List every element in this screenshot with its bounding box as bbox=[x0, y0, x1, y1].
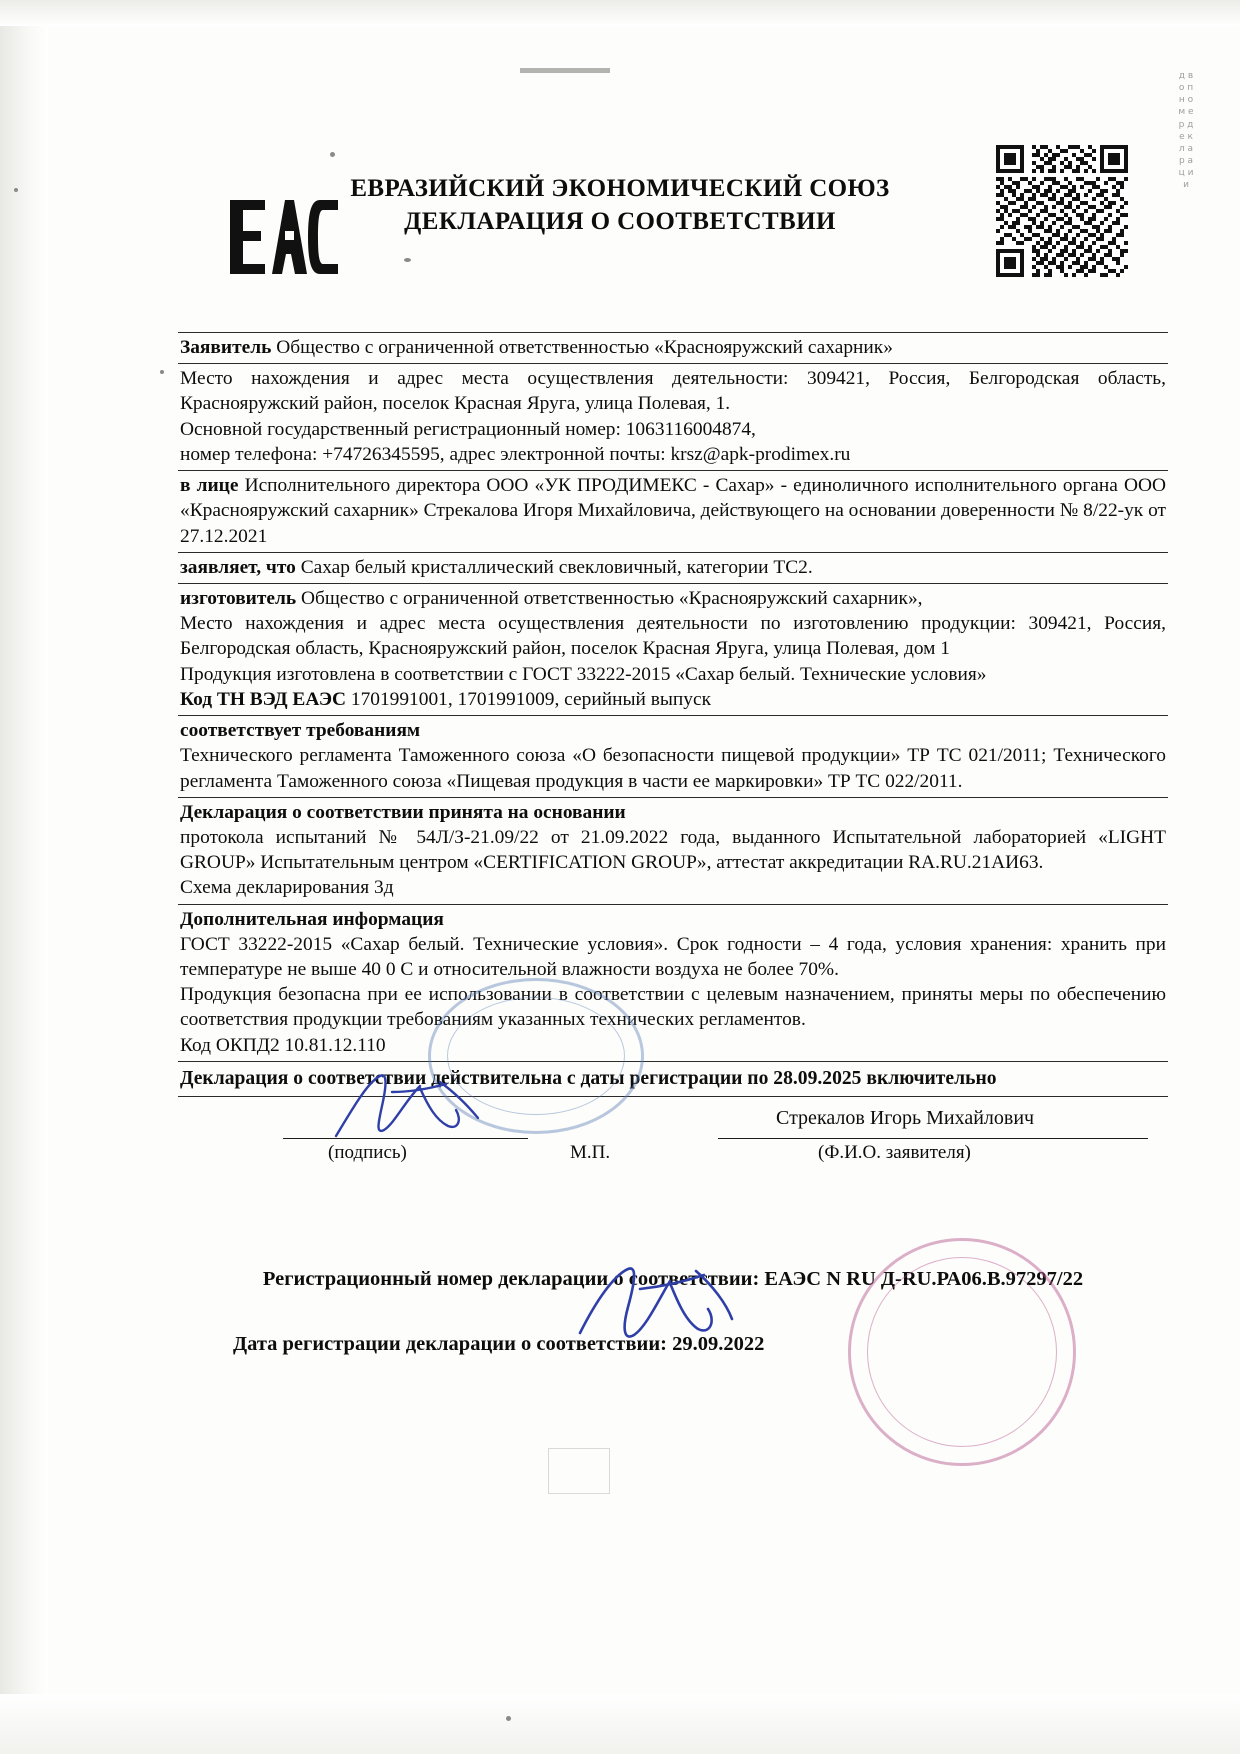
manufacturer-address: Место нахождения и адрес места осуществления деятельности по изготовлению продукции: 309421, Россия, Белгородская область, Краснояружский район, поселок Красная Яруга, улица Полевая, дом 1 bbox=[180, 613, 1166, 660]
title-line-1: ЕВРАЗИЙСКИЙ ЭКОНОМИЧЕСКИЙ СОЮЗ bbox=[350, 175, 890, 202]
declarant-name: Стрекалов Игорь Михайлович bbox=[776, 1107, 1035, 1129]
okpd2-value: Код ОКПД2 10.81.12.110 bbox=[180, 1034, 386, 1056]
qr-code bbox=[996, 145, 1128, 277]
signature-area bbox=[178, 1060, 1168, 1190]
stamp-inner-ring bbox=[867, 1257, 1057, 1447]
scan-edge-left bbox=[0, 0, 48, 1754]
basis-label: Декларация о соответствии принята на основании bbox=[180, 801, 626, 823]
row-additional-info bbox=[178, 905, 1168, 1062]
applicant-address: Место нахождения и адрес места осуществления деятельности: 309421, Россия, Белгородская область, Краснояружский район, поселок Красная Яруга, улица Полевая, 1. bbox=[180, 368, 1166, 415]
round-stamp-pink bbox=[848, 1238, 1076, 1466]
validity-statement: Декларация о соответствии действительна с даты регистрации по 28.09.2025 включительно bbox=[178, 1062, 1168, 1097]
applicant-value: Общество с ограниченной ответственностью «Краснояружский сахарник» bbox=[276, 337, 893, 358]
tnved-label: Код ТН ВЭД ЕАЭС bbox=[180, 688, 347, 710]
tnved-value: 1701991001, 1701991009, серийный выпуск bbox=[350, 688, 711, 710]
applicant-contacts: номер телефона: +74726345595, адрес электронной почты: krsz@apk-prodimex.ru bbox=[180, 443, 851, 465]
represented-label: в лице bbox=[180, 475, 239, 497]
manufacturer-label: изготовитель bbox=[180, 587, 297, 609]
row-conformity bbox=[178, 716, 1168, 798]
additional-value-2: Продукция безопасна при ее использовании в соответствии с целевым назначением, приняты меры по обеспечению соответствия продукции требованиям указанных технических регламентов. bbox=[180, 984, 1166, 1031]
row-basis bbox=[178, 798, 1168, 905]
registration-date: Дата регистрации декларации о соответствии: 29.09.2022 bbox=[233, 1333, 765, 1355]
fio-caption: (Ф.И.О. заявителя) bbox=[818, 1142, 971, 1163]
row-applicant bbox=[178, 332, 1168, 364]
scan-speck bbox=[14, 188, 18, 192]
applicant-ogrn: Основной государственный регистрационный номер: 1063116004874, bbox=[180, 418, 756, 440]
conforms-label: соответствует требованиям bbox=[180, 720, 421, 742]
represented-value: Исполнительного директора ООО «УК ПРОДИМЕКС - Сахар» - единоличного исполнительного органа ООО «Краснояружский сахарник» Стрекалова Игоря Михайловича, действующего на основании доверенности № 8/22-ук от 27.12.2021 bbox=[180, 475, 1166, 547]
fold-mark bbox=[520, 68, 610, 73]
scan-speck bbox=[506, 1716, 511, 1721]
scan-speck bbox=[330, 152, 335, 157]
handwritten-signature bbox=[328, 1066, 528, 1146]
title-line-2: ДЕКЛАРАЦИЯ О СООТВЕТСТВИИ bbox=[404, 208, 836, 235]
product-standard: Продукция изготовлена в соответствии с ГОСТ 33222-2015 «Сахар белый. Технические условия» bbox=[180, 663, 987, 685]
scan-edge-top bbox=[0, 0, 1240, 26]
row-represented-by bbox=[178, 471, 1168, 553]
additional-value-1: ГОСТ 33222-2015 «Сахар белый. Технические условия». Срок годности – 4 года, условия хранения: хранить при температуре не выше 40 0 С и относительной влажности воздуха не более 70%. bbox=[180, 933, 1166, 981]
declaration-body bbox=[178, 332, 1168, 1097]
scan-speck bbox=[160, 370, 164, 374]
row-manufacturer bbox=[178, 584, 1168, 716]
registration-number: Регистрационный номер декларации о соответствии: ЕАЭС N RU Д-RU.РА06.В.97297/22 bbox=[262, 1268, 1084, 1290]
basis-value: протокола испытаний № 54Л/З-21.09/22 от 21.09.2022 года, выданного Испытательной лабораторией «LIGHT GROUP» Испытательным центром «CERTIFICATION GROUP», аттестат аккредитации RA.RU.21АИ63. bbox=[180, 826, 1166, 874]
scheme-value: Схема декларирования 3д bbox=[180, 877, 394, 899]
row-applicant-details bbox=[178, 364, 1168, 471]
applicant-label: Заявитель bbox=[180, 337, 272, 358]
scan-margin-noise: д в о п н о м е р д е к л а р а ц и и bbox=[1178, 71, 1194, 191]
signature-caption: (подпись) bbox=[328, 1142, 407, 1163]
document-title bbox=[180, 172, 1060, 238]
manufacturer-value: Общество с ограниченной ответственностью «Краснояружский сахарник», bbox=[300, 587, 923, 609]
row-declares bbox=[178, 553, 1168, 584]
additional-label: Дополнительная информация bbox=[180, 908, 444, 930]
scan-speck bbox=[404, 258, 411, 262]
scan-edge-bottom bbox=[0, 1694, 1240, 1754]
conforms-value: Технического регламента Таможенного союза «О безопасности пищевой продукции» ТР ТС 021/2011; Технического регламента Таможенного союза «Пищевая продукция в части ее маркировки» ТР ТС 022/2011. bbox=[180, 745, 1166, 792]
declarant-name-line bbox=[718, 1138, 1148, 1139]
handwritten-signature-secondary bbox=[570, 1255, 750, 1365]
declares-value: Сахар белый кристаллический свекловичный, категории ТС2. bbox=[300, 556, 813, 578]
signature-line bbox=[283, 1138, 528, 1139]
scan-artifact-rect bbox=[548, 1448, 610, 1494]
mp-caption: М.П. bbox=[570, 1142, 611, 1163]
declares-label: заявляет, что bbox=[180, 556, 296, 578]
